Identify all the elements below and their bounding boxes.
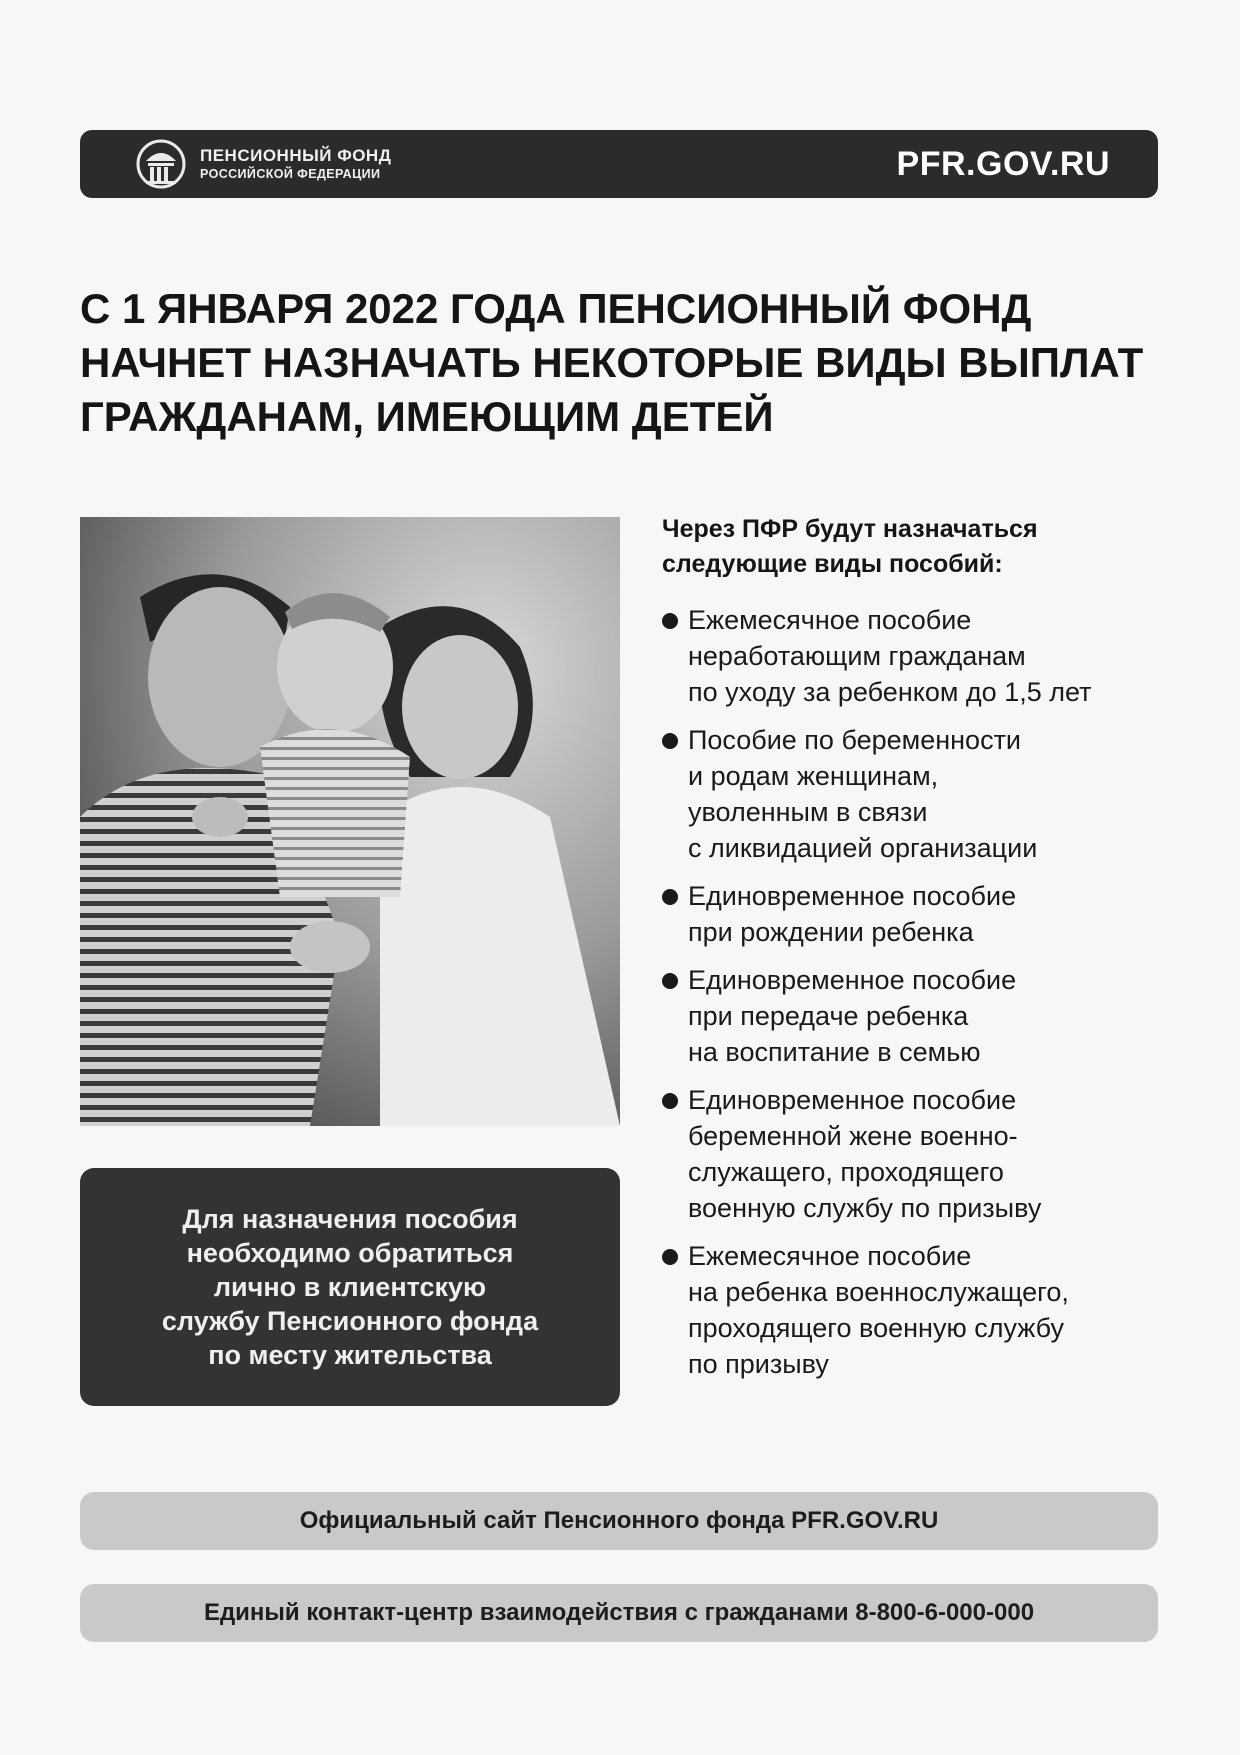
bullet-icon xyxy=(662,973,678,989)
benefit-line: проходящего военную службу xyxy=(688,1313,1064,1343)
notice-line: необходимо обратиться xyxy=(186,1238,514,1268)
benefit-line: по призыву xyxy=(688,1349,829,1379)
benefit-line: Единовременное пособие xyxy=(688,1085,1017,1115)
benefit-line: при передаче ребенка xyxy=(688,1001,969,1031)
notice-line: службу Пенсионного фонда xyxy=(161,1306,539,1336)
official-site-text[interactable]: Официальный сайт Пенсионного фонда PFR.GOV.RU xyxy=(299,1507,939,1534)
benefit-line: служащего, проходящего xyxy=(688,1157,1004,1187)
benefits-intro xyxy=(662,512,1200,582)
benefit-line: неработающим гражданам xyxy=(688,641,1026,671)
list-item xyxy=(660,962,1200,1070)
benefits-section xyxy=(660,512,1200,1394)
list-item xyxy=(660,1082,1200,1226)
bullet-icon xyxy=(662,1093,678,1109)
benefit-line: Ежемесячное пособие xyxy=(688,605,972,635)
page-title xyxy=(80,282,1180,444)
brand-name xyxy=(200,146,391,182)
benefit-line: по уходу за ребенком до 1,5 лет xyxy=(688,677,1092,707)
benefit-line: уволенным в связи xyxy=(688,797,928,827)
bullet-icon xyxy=(662,733,678,749)
list-item xyxy=(660,722,1200,866)
benefit-line: Единовременное пособие xyxy=(688,881,1017,911)
list-item xyxy=(660,878,1200,950)
intro-line: следующие виды пособий: xyxy=(662,550,1003,578)
contact-center-bar xyxy=(80,1584,1158,1642)
benefit-line: на ребенка военнослужащего, xyxy=(688,1277,1069,1307)
benefit-line: с ликвидацией организации xyxy=(688,833,1038,863)
benefit-line: Пособие по беременности xyxy=(688,725,1022,755)
header-bar xyxy=(80,130,1158,198)
bullet-icon xyxy=(662,1249,678,1265)
benefit-line: Ежемесячное пособие xyxy=(688,1241,972,1271)
benefit-line: на воспитание в семью xyxy=(688,1037,981,1067)
benefit-line: Единовременное пособие xyxy=(688,965,1017,995)
benefit-line: при рождении ребенка xyxy=(688,917,974,947)
brand-line1: ПЕНСИОННЫЙ ФОНД xyxy=(200,146,392,165)
notice-box xyxy=(80,1168,620,1406)
brand xyxy=(136,139,391,189)
header-site-link[interactable]: PFR.GOV.RU xyxy=(896,144,1110,183)
family-photo xyxy=(80,517,620,1126)
benefit-line: беременной жене военно- xyxy=(688,1121,1018,1151)
list-item xyxy=(660,1238,1200,1382)
contact-center-text[interactable]: Единый контакт-центр взаимодействия с гражданами 8-800-6-000-000 xyxy=(203,1599,1035,1626)
notice-line: лично в клиентскую xyxy=(213,1272,487,1302)
brand-line2: РОССИЙСКОЙ ФЕДЕРАЦИИ xyxy=(200,167,381,181)
bullet-icon xyxy=(662,613,678,629)
title-line: С 1 ЯНВАРЯ 2022 ГОДА ПЕНСИОННЫЙ ФОНД xyxy=(80,285,1032,332)
benefit-list xyxy=(660,602,1200,1382)
benefit-line: военную службу по призыву xyxy=(688,1193,1042,1223)
list-item xyxy=(660,602,1200,710)
bullet-icon xyxy=(662,889,678,905)
official-site-bar xyxy=(80,1492,1158,1550)
benefit-line: и родам женщинам, xyxy=(688,761,939,791)
notice-line: по месту жительства xyxy=(208,1340,492,1370)
title-line: ГРАЖДАНАМ, ИМЕЮЩИМ ДЕТЕЙ xyxy=(80,393,774,440)
intro-line: Через ПФР будут назначаться xyxy=(662,515,1038,543)
notice-line: Для назначения пособия xyxy=(182,1204,518,1234)
title-line: НАЧНЕТ НАЗНАЧАТЬ НЕКОТОРЫЕ ВИДЫ ВЫПЛАТ xyxy=(80,339,1144,386)
pfr-emblem-icon xyxy=(136,139,186,189)
